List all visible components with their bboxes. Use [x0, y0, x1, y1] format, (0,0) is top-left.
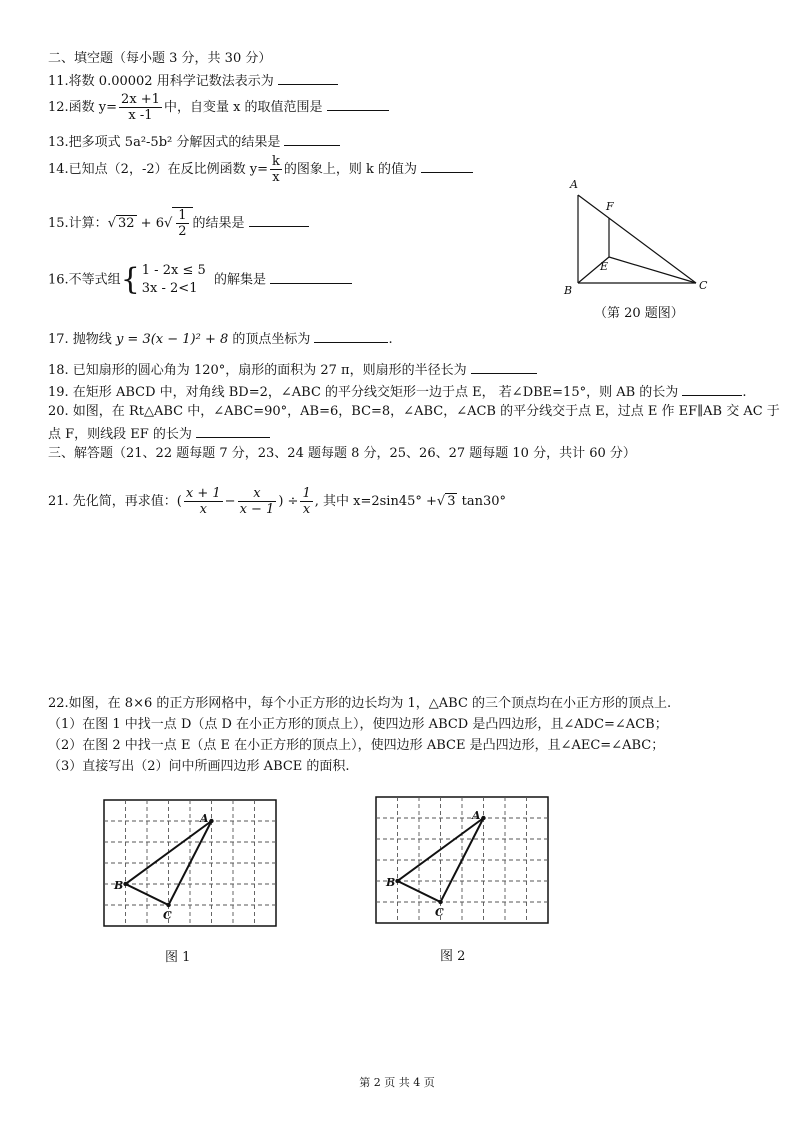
q15-sqrt-half: √ $\frac{1}{2}$ — [164, 207, 193, 239]
q12-numerator: 2x +1 — [121, 92, 160, 107]
q21-tan: tan30° — [461, 494, 506, 509]
q21-divide: ) ÷ — [278, 494, 299, 509]
q21-f2-denominator: x − 1 — [239, 502, 275, 517]
q16-line1: 1 - 2x ≤ 5 — [141, 263, 206, 278]
q14-numerator: k — [271, 154, 280, 169]
q15-sqrt-32: √ 32 — [107, 216, 135, 231]
question-14 — [48, 154, 473, 185]
q16-post: 的解集是 — [214, 272, 267, 288]
fig20-label-e: E — [600, 260, 609, 273]
question-20-line1: 20. 如图，在 Rt△ABC 中，∠ABC=90°，AB=6，BC=8，∠ABC，∠ACB 的平分线交于点 E，过点 E 作 EF∥AB 交 AC 于 — [48, 404, 780, 419]
q20-text: 点 F，则线段 EF 的长为 — [48, 427, 192, 442]
q17-answer-blank[interactable] — [314, 330, 388, 343]
question-12 — [48, 92, 389, 123]
fig1-label-b: B — [114, 879, 124, 892]
q21-minus: − — [224, 494, 236, 509]
q20-answer-blank[interactable] — [196, 425, 270, 438]
q15-fraction — [176, 208, 188, 239]
fig20-label-f: F — [606, 200, 614, 213]
fig2-point-b — [395, 879, 399, 883]
q11-text: 11.将数 0.00002 用科学记数法表示为 — [48, 74, 274, 89]
q19-answer-blank[interactable] — [682, 383, 742, 396]
q21-pre: 21. 先化简，再求值：( — [48, 494, 182, 509]
q17-pre: 17. 抛物线 — [48, 332, 112, 347]
fig1-point-a — [209, 819, 213, 823]
question-22-line1: 22.如图，在 8×6 的正方形网格中，每个小正方形的边长均为 1，△ABC 的三个顶点均在小正方形的顶点上. — [48, 696, 672, 711]
q14-post: 的图象上，则 k 的值为 — [283, 162, 418, 177]
q16-answer-blank[interactable] — [270, 271, 352, 284]
q12-pre: 12.函数 y= — [48, 100, 118, 115]
q14-pre: 14.已知点（2，-2）在反比例函数 y= — [48, 162, 268, 177]
q16-pre: 16.不等式组 — [48, 272, 121, 288]
question-17: 17. 抛物线 y = 3(x − 1)² + 8 的顶点坐标为 . — [48, 332, 393, 347]
fig2-caption: 图 2 — [440, 949, 466, 964]
q12-fraction — [119, 92, 162, 123]
q15-numerator: 1 — [178, 208, 187, 223]
fig1-label-c: C — [163, 909, 172, 922]
q17-expression: y = 3(x − 1)² + 8 — [115, 332, 229, 347]
q17-post: 的顶点坐标为 — [232, 332, 311, 347]
question-20-line2 — [48, 425, 270, 443]
q21-f2-numerator: x — [238, 486, 277, 502]
q21-f1-denominator: x — [199, 502, 207, 517]
fig2-point-c — [438, 900, 442, 904]
q21-fraction-1 — [184, 486, 223, 517]
fig20-label-c: C — [699, 279, 708, 292]
page-footer: 第 2 页 共 4 页 — [359, 1076, 435, 1089]
fig20-label-b: B — [564, 284, 573, 297]
fig2-label-b: B — [386, 876, 396, 889]
q19-text: 19. 在矩形 ABCD 中，对角线 BD=2，∠ABC 的平分线交矩形一边于点 E， 若∠DBE=15°，则 AB 的长为 — [48, 385, 679, 400]
grid-figure-2 — [372, 793, 552, 928]
q16-system — [142, 262, 206, 298]
question-15 — [48, 207, 309, 239]
question-11 — [48, 72, 338, 90]
q21-f3-numerator: 1 — [302, 486, 311, 501]
q16-brace: { — [120, 262, 140, 297]
q12-answer-blank[interactable] — [327, 98, 389, 111]
q14-denominator: x — [272, 170, 280, 185]
fig1-point-b — [123, 882, 127, 886]
fig20-triangle-diagram — [556, 176, 716, 301]
fig2-label-a: A — [472, 809, 481, 822]
fig1-point-c — [166, 903, 170, 907]
q18-answer-blank[interactable] — [471, 361, 537, 374]
q21-radicand: 3 — [447, 494, 456, 509]
fig2-point-a — [481, 816, 485, 820]
section3-heading: 三、解答题（21、22 题每题 7 分，23、24 题每题 8 分，25、26、27 题每题 10 分，共计 60 分） — [48, 446, 636, 461]
q15-denominator: 2 — [178, 224, 187, 239]
q15-answer-blank[interactable] — [249, 214, 309, 227]
q14-answer-blank[interactable] — [421, 160, 473, 173]
question-18 — [48, 361, 537, 379]
fig20-segment-ac — [578, 195, 696, 283]
q15-pre: 15.计算： — [48, 216, 108, 231]
question-22-part2: （2）在图 2 中找一点 E（点 E 在小正方形的顶点上），使四边形 ABCE 是凸四边形，且∠AEC=∠ABC； — [48, 738, 665, 753]
q21-sqrt-3: √ 3 — [436, 494, 456, 509]
q21-fraction-3 — [300, 486, 312, 517]
section2-heading: 二、填空题（每小题 3 分，共 30 分） — [48, 51, 272, 66]
q14-fraction — [270, 154, 282, 185]
question-22-part3: （3）直接写出（2）问中所画四边形 ABCE 的面积. — [48, 759, 350, 774]
q21-f1-numerator: x + 1 — [185, 486, 221, 501]
q15-mid: + 6 — [140, 216, 164, 231]
question-13 — [48, 133, 340, 151]
q13-answer-blank[interactable] — [284, 133, 340, 146]
fig20-label-a: A — [570, 178, 578, 191]
fig20-segment-ec — [609, 257, 696, 283]
question-21 — [48, 486, 506, 517]
q21-f3-denominator: x — [302, 502, 311, 517]
q21-post: , 其中 x=2sin45° + — [314, 494, 437, 509]
q15-post: 的结果是 — [192, 216, 245, 231]
q18-text: 18. 已知扇形的圆心角为 120°，扇形的面积为 27 π，则扇形的半径长为 — [48, 363, 467, 378]
fig20-caption: （第 20 题图） — [594, 306, 684, 321]
q16-line2: 3x - 2<1 — [141, 281, 198, 296]
q12-post: 中，自变量 x 的取值范围是 — [163, 100, 323, 115]
q15-radicand: 32 — [117, 216, 135, 231]
q11-answer-blank[interactable] — [278, 72, 338, 85]
fig2-label-c: C — [435, 906, 444, 919]
fig1-label-a: A — [200, 812, 209, 825]
q12-denominator: x -1 — [128, 108, 153, 123]
question-22-part1: （1）在图 1 中找一点 D（点 D 在小正方形的顶点上），使四边形 ABCD 是凸四边形，且∠ADC=∠ACB； — [48, 717, 668, 732]
grid-figure-1 — [100, 796, 280, 931]
q21-fraction-2 — [238, 486, 277, 517]
question-19: 19. 在矩形 ABCD 中，对角线 BD=2，∠ABC 的平分线交矩形一边于点 E， 若∠DBE=15°，则 AB 的长为 . — [48, 385, 747, 400]
fig1-caption: 图 1 — [165, 950, 191, 965]
question-16 — [48, 262, 352, 298]
q13-text: 13.把多项式 5a²-5b² 分解因式的结果是 — [48, 135, 281, 150]
